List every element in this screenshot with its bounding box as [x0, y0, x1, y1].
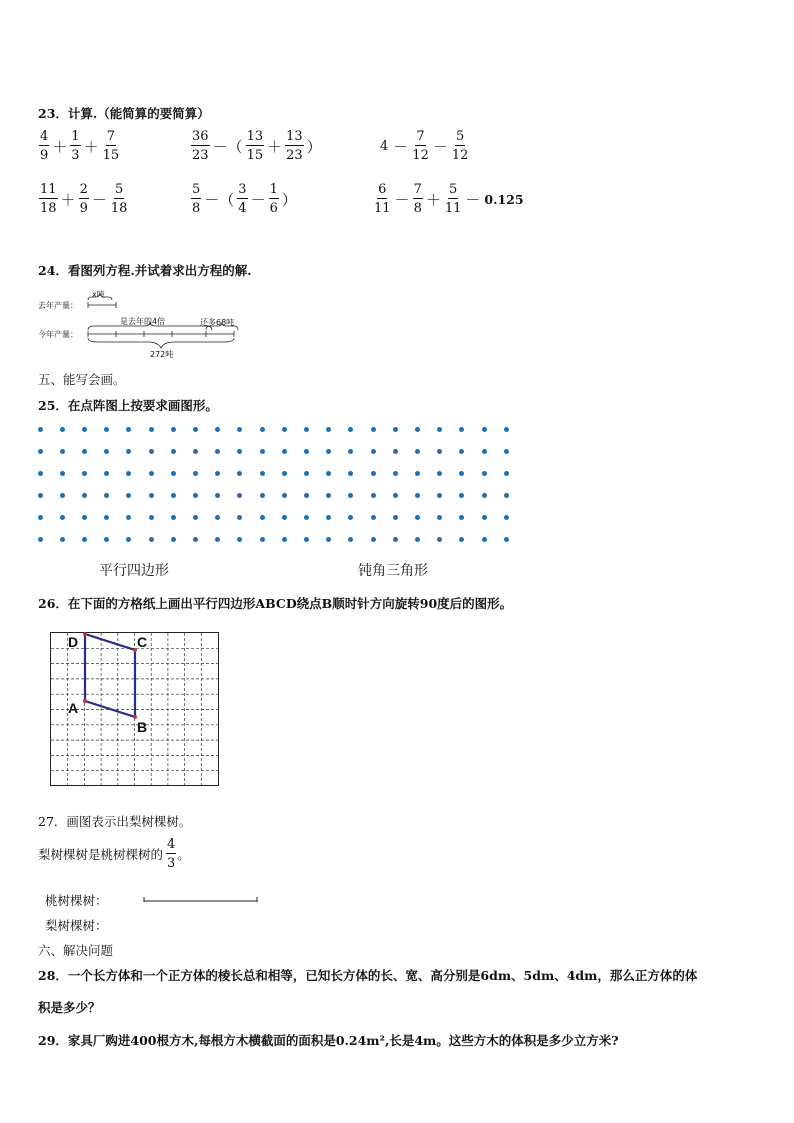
point-d-label: D [68, 634, 79, 650]
more-label: 还多68吨 [200, 318, 235, 327]
grid-dot [304, 515, 309, 520]
fraction: $\frac{13}{15}$ [246, 129, 264, 163]
grid-dot [415, 427, 420, 432]
grid-dot [193, 537, 198, 542]
grid-dot [193, 427, 198, 432]
line-segment-diagram [38, 288, 258, 360]
fraction: $\frac{4}{3}$ [167, 837, 176, 871]
grid-dot [82, 471, 87, 476]
grid-dot [437, 449, 442, 454]
grid-dot [459, 515, 464, 520]
grid-dot [126, 515, 131, 520]
grid-dot [104, 427, 109, 432]
q27-title: 27．画图表示出梨树棵树。 [38, 814, 192, 829]
grid-dot [282, 515, 287, 520]
grid-dot [260, 493, 265, 498]
grid-dot [393, 515, 398, 520]
grid-dot [82, 515, 87, 520]
grid-dot [415, 515, 420, 520]
pear-tree-label: 梨树棵树： [45, 918, 108, 933]
grid-dot [60, 515, 65, 520]
grid-dot [393, 449, 398, 454]
q26-title: 26．在下面的方格纸上画出平行四边形ABCD绕点B顺时针方向旋转90度后的图形。 [38, 596, 513, 611]
grid-dot [348, 449, 353, 454]
grid-dot [260, 449, 265, 454]
grid-dot [371, 537, 376, 542]
grid-dot [237, 493, 242, 498]
fraction: $\frac{3}{4}$ [238, 182, 247, 216]
grid-dot [437, 537, 442, 542]
grid-dot [126, 427, 131, 432]
grid-dot [371, 471, 376, 476]
q23-title: 23．计算.（能简算的要简算） [38, 106, 210, 121]
grid-dot [171, 471, 176, 476]
point-c-label: C [137, 634, 148, 650]
grid-dot [171, 537, 176, 542]
grid-dot [482, 515, 487, 520]
grid-dot [348, 537, 353, 542]
grid-dot [393, 537, 398, 542]
grid-dot [459, 471, 464, 476]
grid-dot [237, 471, 242, 476]
grid-dot [126, 537, 131, 542]
grid-dot [482, 471, 487, 476]
q23-expr-2: $\frac{36}{23}$ －（ $\frac{13}{15}$ ＋ $\frac{13}{23}$ ） [192, 129, 322, 163]
grid-dot [215, 449, 220, 454]
grid-dot [60, 537, 65, 542]
grid-dot [326, 493, 331, 498]
q25-title: 25．在点阵图上按要求画图形。 [38, 398, 218, 413]
grid-dot [237, 427, 242, 432]
q23-expr-3: 4 － $\frac{7}{12}$ － $\frac{5}{12}$ [380, 129, 469, 163]
grid-dot [371, 449, 376, 454]
grid-dot [104, 537, 109, 542]
x-label: x吨 [92, 290, 105, 299]
grid-dot [348, 471, 353, 476]
grid-dot [504, 449, 509, 454]
grid-dot [482, 427, 487, 432]
grid-dot [193, 515, 198, 520]
grid-dot [482, 493, 487, 498]
grid-dot [38, 515, 43, 520]
fraction: $\frac{7}{15}$ [102, 129, 120, 163]
q28-line-1: 28．一个长方体和一个正方体的棱长总和相等，已知长方体的长、宽、高分别是6dm、5dm、4dm，那么正方体的体 [38, 968, 698, 983]
grid-dot [282, 427, 287, 432]
grid-dot [304, 427, 309, 432]
point-a-label: A [68, 700, 79, 716]
grid-dot [304, 449, 309, 454]
grid-dot [38, 427, 43, 432]
grid-dot [82, 537, 87, 542]
fraction: $\frac{2}{9}$ [79, 182, 88, 216]
grid-dot [437, 515, 442, 520]
peach-segment [142, 895, 260, 905]
grid-dot [326, 471, 331, 476]
grid-dot [260, 471, 265, 476]
grid-dot [504, 471, 509, 476]
fraction: $\frac{4}{9}$ [40, 129, 49, 163]
total-label: 272吨 [150, 350, 174, 359]
grid-dot [459, 449, 464, 454]
grid-dot [38, 471, 43, 476]
grid-dot [260, 537, 265, 542]
grid-dot [348, 515, 353, 520]
grid-dot [282, 449, 287, 454]
grid-dot [60, 449, 65, 454]
grid-dot [215, 471, 220, 476]
q27-statement: 梨树棵树是桃树棵树的 $\frac{4}{3}$ 。 [38, 837, 190, 871]
q23-expr-1: $\frac{4}{9}$ ＋ $\frac{1}{3}$ ＋ $\frac{7}{15}$ [40, 129, 120, 163]
grid-dot [415, 449, 420, 454]
grid-dot [60, 471, 65, 476]
fraction: $\frac{1}{6}$ [269, 182, 278, 216]
grid-dot [215, 515, 220, 520]
grid-dot [38, 493, 43, 498]
grid-dot [237, 449, 242, 454]
last-year-label: 去年产量： [38, 301, 78, 310]
fraction: $\frac{7}{8}$ [413, 182, 422, 216]
section-five-heading: 五、能写会画。 [38, 372, 126, 387]
grid-dot [371, 515, 376, 520]
grid-dot [237, 537, 242, 542]
grid-dot [415, 493, 420, 498]
grid-dot [282, 493, 287, 498]
grid-dot [149, 493, 154, 498]
grid-dot [415, 471, 420, 476]
grid-dot [104, 493, 109, 498]
peach-tree-label: 桃树棵树： [45, 893, 108, 908]
fraction: $\frac{5}{12}$ [451, 129, 469, 163]
grid-dot [126, 493, 131, 498]
grid-dot [104, 515, 109, 520]
parallelogram-label: 平行四边形 [99, 563, 169, 579]
grid-dot [104, 471, 109, 476]
grid-dot [282, 471, 287, 476]
grid-dot [504, 537, 509, 542]
fraction: $\frac{5}{11}$ [444, 182, 462, 216]
grid-dot [282, 537, 287, 542]
point-b-label: B [137, 719, 148, 735]
this-year-label: 今年产量： [38, 330, 78, 339]
grid-dot [393, 427, 398, 432]
grid-dot [393, 471, 398, 476]
grid-dot [149, 449, 154, 454]
grid-dot [504, 427, 509, 432]
grid-dot [215, 493, 220, 498]
grid-dot [348, 493, 353, 498]
grid-dot [326, 427, 331, 432]
grid-dot [82, 449, 87, 454]
q28-line-2: 积是多少？ [38, 1000, 101, 1015]
grid-dot [193, 449, 198, 454]
obtuse-triangle-label: 钝角三角形 [358, 563, 428, 579]
grid-dot [260, 515, 265, 520]
parallelogram-abcd [85, 634, 135, 717]
fraction: $\frac{13}{23}$ [286, 129, 303, 163]
grid-dot [304, 493, 309, 498]
grid-dot [393, 493, 398, 498]
grid-dot [193, 471, 198, 476]
grid-dot [149, 471, 154, 476]
grid-dot [482, 449, 487, 454]
grid-dot [171, 449, 176, 454]
grid-dot [60, 493, 65, 498]
grid-dot [437, 493, 442, 498]
grid-dot [171, 427, 176, 432]
grid-dot [459, 493, 464, 498]
grid-dot [504, 515, 509, 520]
dot-grid[interactable] [0, 0, 794, 560]
q23-expr-4: $\frac{11}{18}$ ＋ $\frac{2}{9}$ － $\frac{5}{18}$ [40, 182, 128, 216]
q23-expr-6: $\frac{6}{11}$ － $\frac{7}{8}$ ＋ $\frac{5}{11}$ － 0.125 [374, 182, 524, 216]
grid-dot [459, 427, 464, 432]
grid-dot [459, 537, 464, 542]
times-label: 是去年的4倍 [120, 317, 166, 326]
grid-dot [482, 537, 487, 542]
grid-paper[interactable] [50, 632, 220, 787]
grid-dot [126, 471, 131, 476]
q29-text: 29．家具厂购进400根方木,每根方木横截面的面积是0.24m²,长是4m。这些方木的体积是多少立方米? [38, 1033, 619, 1048]
grid-dot [60, 427, 65, 432]
fraction: $\frac{36}{23}$ [192, 129, 209, 163]
grid-dot [82, 493, 87, 498]
grid-dot [504, 493, 509, 498]
grid-dot [193, 493, 198, 498]
grid-dot [304, 537, 309, 542]
q23-expr-5: $\frac{5}{8}$ －（ $\frac{3}{4}$ － $\frac{1}{6}$ ） [192, 182, 297, 216]
grid-dot [82, 427, 87, 432]
grid-dot [260, 427, 265, 432]
section-six-heading: 六、解决问题 [38, 943, 114, 958]
grid-dot [326, 537, 331, 542]
grid-dot [149, 537, 154, 542]
grid-dot [371, 493, 376, 498]
grid-dot [104, 449, 109, 454]
fraction: $\frac{5}{8}$ [192, 182, 201, 216]
grid-dot [371, 427, 376, 432]
fraction: $\frac{7}{12}$ [412, 129, 429, 163]
fraction: $\frac{6}{11}$ [374, 182, 391, 216]
grid-dot [215, 537, 220, 542]
q24-title: 24．看图列方程.并试着求出方程的解. [38, 263, 252, 278]
grid-dot [348, 427, 353, 432]
grid-dot [415, 537, 420, 542]
grid-dot [326, 515, 331, 520]
grid-dot [149, 427, 154, 432]
grid-dot [437, 427, 442, 432]
grid-dot [171, 493, 176, 498]
fraction: $\frac{5}{18}$ [110, 182, 128, 216]
grid-dot [126, 449, 131, 454]
grid-dot [171, 515, 176, 520]
grid-dot [237, 515, 242, 520]
fraction: $\frac{11}{18}$ [40, 182, 57, 216]
segment-lines [38, 288, 258, 360]
grid-dot [215, 427, 220, 432]
grid-dot [437, 471, 442, 476]
grid-dot [304, 471, 309, 476]
fraction: $\frac{1}{3}$ [71, 129, 80, 163]
grid-dot [38, 449, 43, 454]
grid-dot [326, 449, 331, 454]
grid-dot [149, 515, 154, 520]
grid-dot [38, 537, 43, 542]
